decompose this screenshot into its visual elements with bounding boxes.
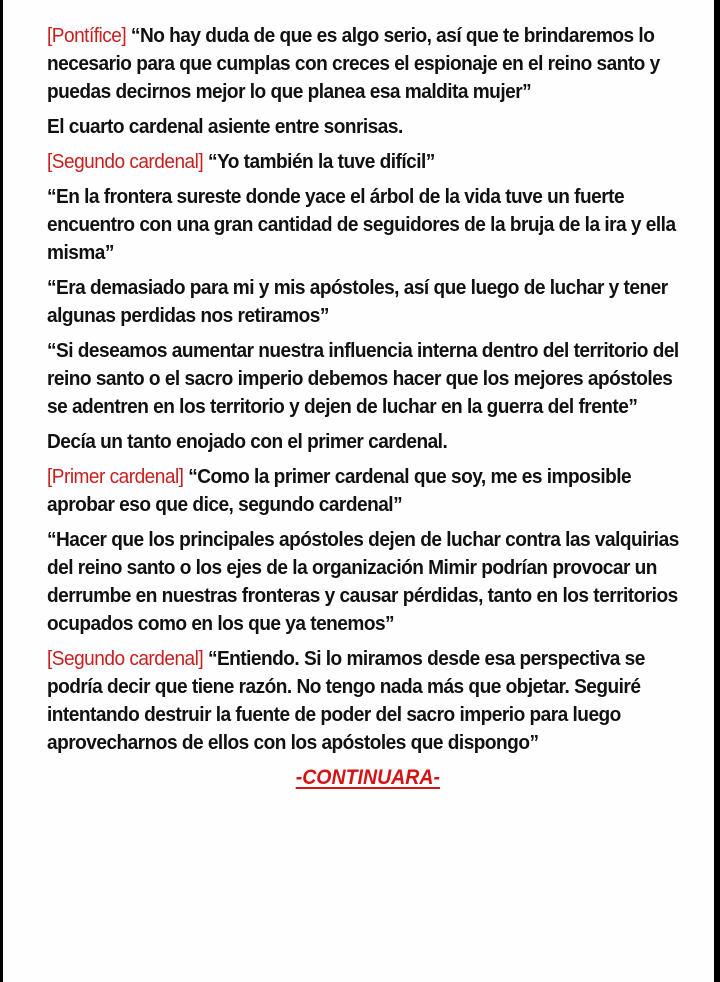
paragraph-text: “En la frontera sureste donde yace el árbol de la vida tuve un fuerte encuentro con una gran cantidad de seguidores de la bruja de la ira y ella misma” — [47, 185, 676, 264]
dialogue-paragraph — [47, 183, 689, 267]
paragraph-text: El cuarto cardenal asiente entre sonrisas. — [47, 115, 403, 138]
paragraph-text: “Hacer que los principales apóstoles dejen de luchar contra las valquirias del reino santo o los ejes de la organización Mimir podrían provocar un derrumbe en nuestras fronteras y causar pérdidas, tanto en los territorios ocupados como en los que ya tenemos” — [47, 528, 679, 635]
dialogue-paragraph — [47, 645, 689, 757]
continuara-footer — [47, 764, 689, 792]
dialogue-paragraph — [47, 337, 689, 421]
paragraph-text: “No hay duda de que es algo serio, así que te brindaremos lo necesario para que cumplas con creces el espionaje en el reino santo y puedas decirnos mejor lo que planea esa maldita mujer” — [47, 24, 660, 103]
dialogue-paragraph — [47, 463, 689, 519]
speaker-label: [Pontífice] — [47, 24, 127, 47]
paragraph-text: “Como la primer cardenal que soy, me es imposible aprobar eso que dice, segundo cardenal” — [47, 465, 632, 516]
document-page — [3, 0, 714, 982]
paragraph-text: “Entiendo. Si lo miramos desde esa perspectiva se podría decir que tiene razón. No tengo nada más que objetar. Seguiré intentando destruir la fuente de poder del sacro imperio para luego aprovecharnos de ellos con los apóstoles que dispongo” — [47, 647, 645, 754]
paragraph-text: “Si deseamos aumentar nuestra influencia interna dentro del territorio del reino santo o el sacro imperio debemos hacer que los mejores apóstoles se adentren en los territorio y dejen de luchar en la guerra del frente” — [47, 339, 679, 418]
narration-paragraph — [47, 113, 689, 141]
continuara-label: -CONTINUARA- — [295, 766, 440, 789]
dialogue-paragraph — [47, 22, 689, 106]
speaker-label: [Segundo cardenal] — [47, 150, 204, 173]
speaker-label: [Segundo cardenal] — [47, 647, 204, 670]
paragraph-text: “Yo también la tuve difícil” — [203, 150, 435, 173]
narration-paragraph — [47, 428, 689, 456]
paragraph-text: “Era demasiado para mi y mis apóstoles, así que luego de luchar y tener algunas perdidas nos retiramos” — [47, 276, 668, 327]
dialogue-paragraph — [47, 148, 689, 176]
dialogue-paragraph — [47, 274, 689, 330]
story-text — [47, 22, 689, 792]
paragraph-text: Decía un tanto enojado con el primer cardenal. — [47, 430, 448, 453]
speaker-label: [Primer cardenal] — [47, 465, 184, 488]
dialogue-paragraph — [47, 526, 689, 638]
